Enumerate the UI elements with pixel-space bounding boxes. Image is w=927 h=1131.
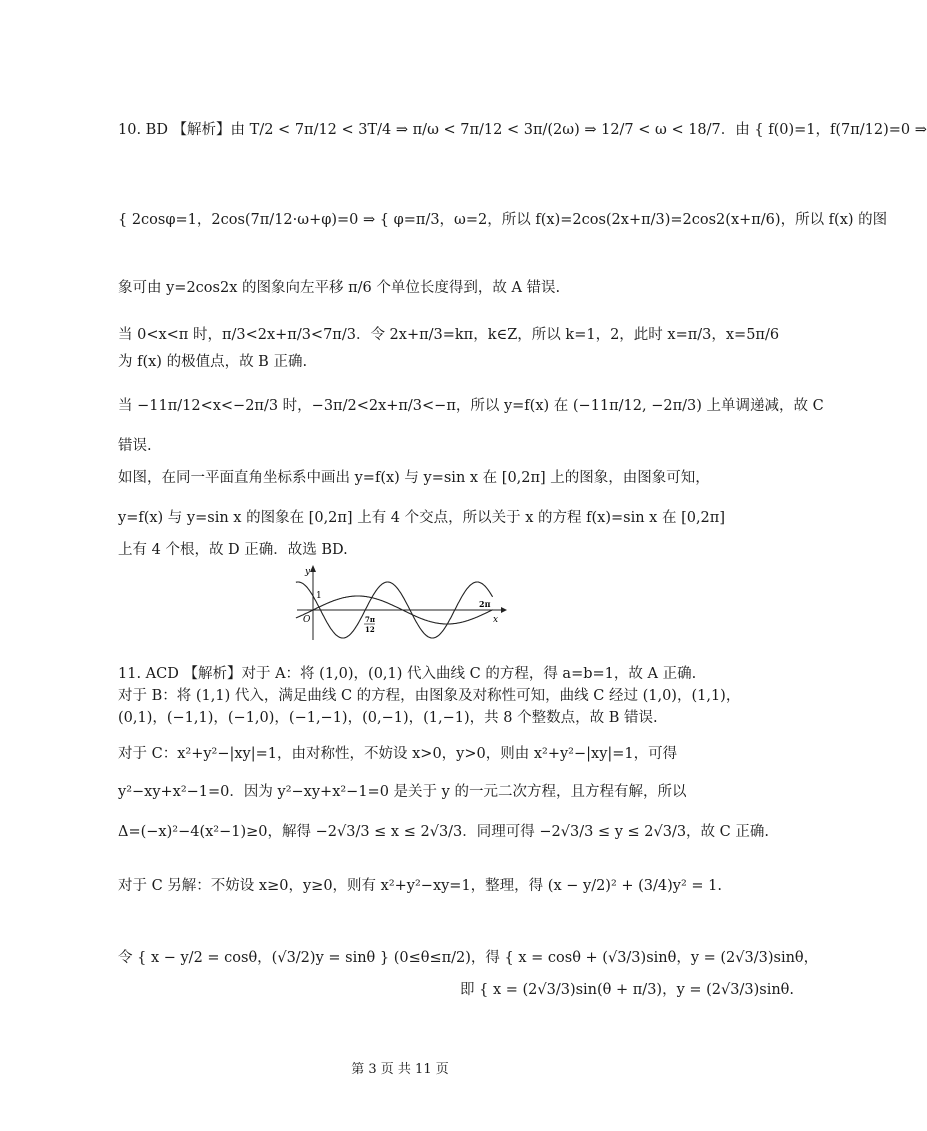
label-origin: O: [303, 615, 311, 625]
graph-figure: [293, 562, 508, 642]
page-footer: 第 3 页 共 11 页: [351, 1062, 449, 1077]
q11-line5: y²−xy+x²−1=0．因为 y²−xy+x²−1=0 是关于 y 的一元二次方程，且方程有解，所以: [118, 784, 687, 800]
q11-line9: 即 { x = (2√3/3)sin(θ + π/3)，y = (2√3/3)sinθ.: [460, 982, 795, 998]
q11-line2: 对于 B：将 (1,1) 代入，满足曲线 C 的方程，由图象及对称性可知，曲线 C 经过 (1,0)，(1,1)，: [118, 688, 741, 704]
q10-line10: 上有 4 个根，故 D 正确．故选 BD.: [118, 542, 348, 558]
label-x: x: [493, 615, 499, 625]
q11-line7: 对于 C 另解：不妨设 x≥0，y≥0，则有 x²+y²−xy=1，整理，得 (x − y/2)² + (3/4)y² = 1.: [118, 878, 722, 894]
q11-line6: Δ=(−x)²−4(x²−1)≥0，解得 −2√3/3 ≤ x ≤ 2√3/3．同理可得 −2√3/3 ≤ y ≤ 2√3/3，故 C 正确.: [118, 824, 769, 840]
q10-line5: 为 f(x) 的极值点，故 B 正确.: [118, 354, 308, 370]
label-one: 1: [316, 591, 322, 601]
x-axis-arrow: [501, 607, 507, 613]
q10-line6: 当 −11π/12<x<−2π/3 时，−3π/2<2x+π/3<−π，所以 y=f(x) 在 (−11π/12, −2π/3) 上单调递减，故 C: [118, 398, 824, 414]
y-axis-arrow: [310, 565, 316, 572]
q10-line4: 当 0<x<π 时，π/3<2x+π/3<7π/3．令 2x+π/3=kπ，k∈Z，所以 k=1，2，此时 x=π/3，x=5π/6: [118, 327, 780, 343]
q10-line9: y=f(x) 与 y=sin x 的图象在 [0,2π] 上有 4 个交点，所以关于 x 的方程 f(x)=sin x 在 [0,2π]: [118, 510, 725, 526]
q10-head: 10. BD 【解析】由 T/2 < 7π/12 < 3T/4 ⇒ π/ω < 7π/12 < 3π/(2ω) ⇒ 12/7 < ω < 18/7．由 { f(0)=1，f(7π/12)=0 ⇒: [118, 122, 927, 138]
q10-line2: { 2cosφ=1，2cos(7π/12·ω+φ)=0 ⇒ { φ=π/3，ω=2，所以 f(x)=2cos(2x+π/3)=2cos2(x+π/6)，所以 f(x) 的图: [118, 212, 888, 228]
q11-line3: (0,1)，(−1,1)，(−1,0)，(−1,−1)，(0,−1)，(1,−1)，共 8 个整数点，故 B 错误.: [118, 710, 658, 726]
q11-line8: 令 { x − y/2 = cosθ，(√3/2)y = sinθ } (0≤θ≤π/2)，得 { x = cosθ + (√3/3)sinθ，y = (2√3/3)sinθ，: [118, 950, 819, 966]
label-y: y: [305, 567, 311, 577]
label-7pi: 7π: [365, 615, 375, 624]
label-2pi: 2π: [479, 599, 491, 609]
q11-line1: 11. ACD 【解析】对于 A：将 (1,0)，(0,1) 代入曲线 C 的方程，得 a=b=1，故 A 正确.: [118, 666, 697, 682]
q11-line4: 对于 C：x²+y²−|xy|=1，由对称性，不妨设 x>0，y>0，则由 x²+y²−|xy|=1，可得: [118, 746, 678, 762]
label-12: 12: [365, 625, 375, 634]
q10-line3: 象可由 y=2cos2x 的图象向左平移 π/6 个单位长度得到，故 A 错误.: [118, 280, 561, 296]
q10-line7: 错误.: [118, 438, 152, 454]
q10-line8: 如图，在同一平面直角坐标系中画出 y=f(x) 与 y=sin x 在 [0,2π] 上的图象，由图象可知，: [118, 470, 710, 486]
